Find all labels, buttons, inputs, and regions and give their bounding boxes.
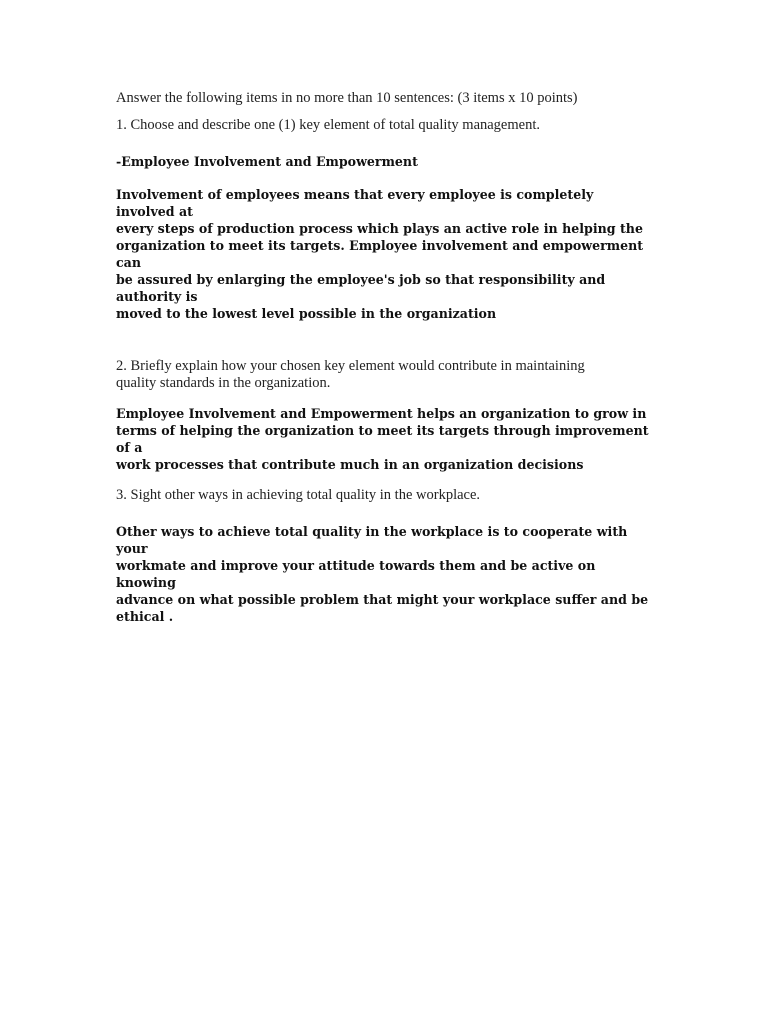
answer-2-body: Employee Involvement and Empowerment helps an organization to grow in terms of helping the organization to meet its targets through improvement of a work processes that contribute much in an organization decisions xyxy=(116,406,649,472)
question-3: 3. Sight other ways in achieving total quality in the workplace. xyxy=(116,487,481,503)
question-2: 2. Briefly explain how your chosen key element would contribute in maintaining quality standards in the organization. xyxy=(116,358,585,391)
instruction-text: Answer the following items in no more than 10 sentences: (3 items x 10 points) xyxy=(116,90,578,106)
document-page xyxy=(116,90,656,625)
question-1: 1. Choose and describe one (1) key element of total quality management. xyxy=(116,117,540,133)
answer-3-body: Other ways to achieve total quality in the workplace is to cooperate with your workmate and improve your attitude towards them and be active on knowing advance on what possible problem that might your workplace suffer and be ethical . xyxy=(116,524,649,624)
answer-1-body: Involvement of employees means that every employee is completely involved at every steps of production process which plays an active role in helping the organization to meet its targets. Employee involvement and empowerment can be assured by enlarging the employee's job so that responsibility and authority is moved to the lowest level possible in the organization xyxy=(116,187,644,321)
answer-1-heading: -Employee Involvement and Empowerment xyxy=(116,154,418,169)
